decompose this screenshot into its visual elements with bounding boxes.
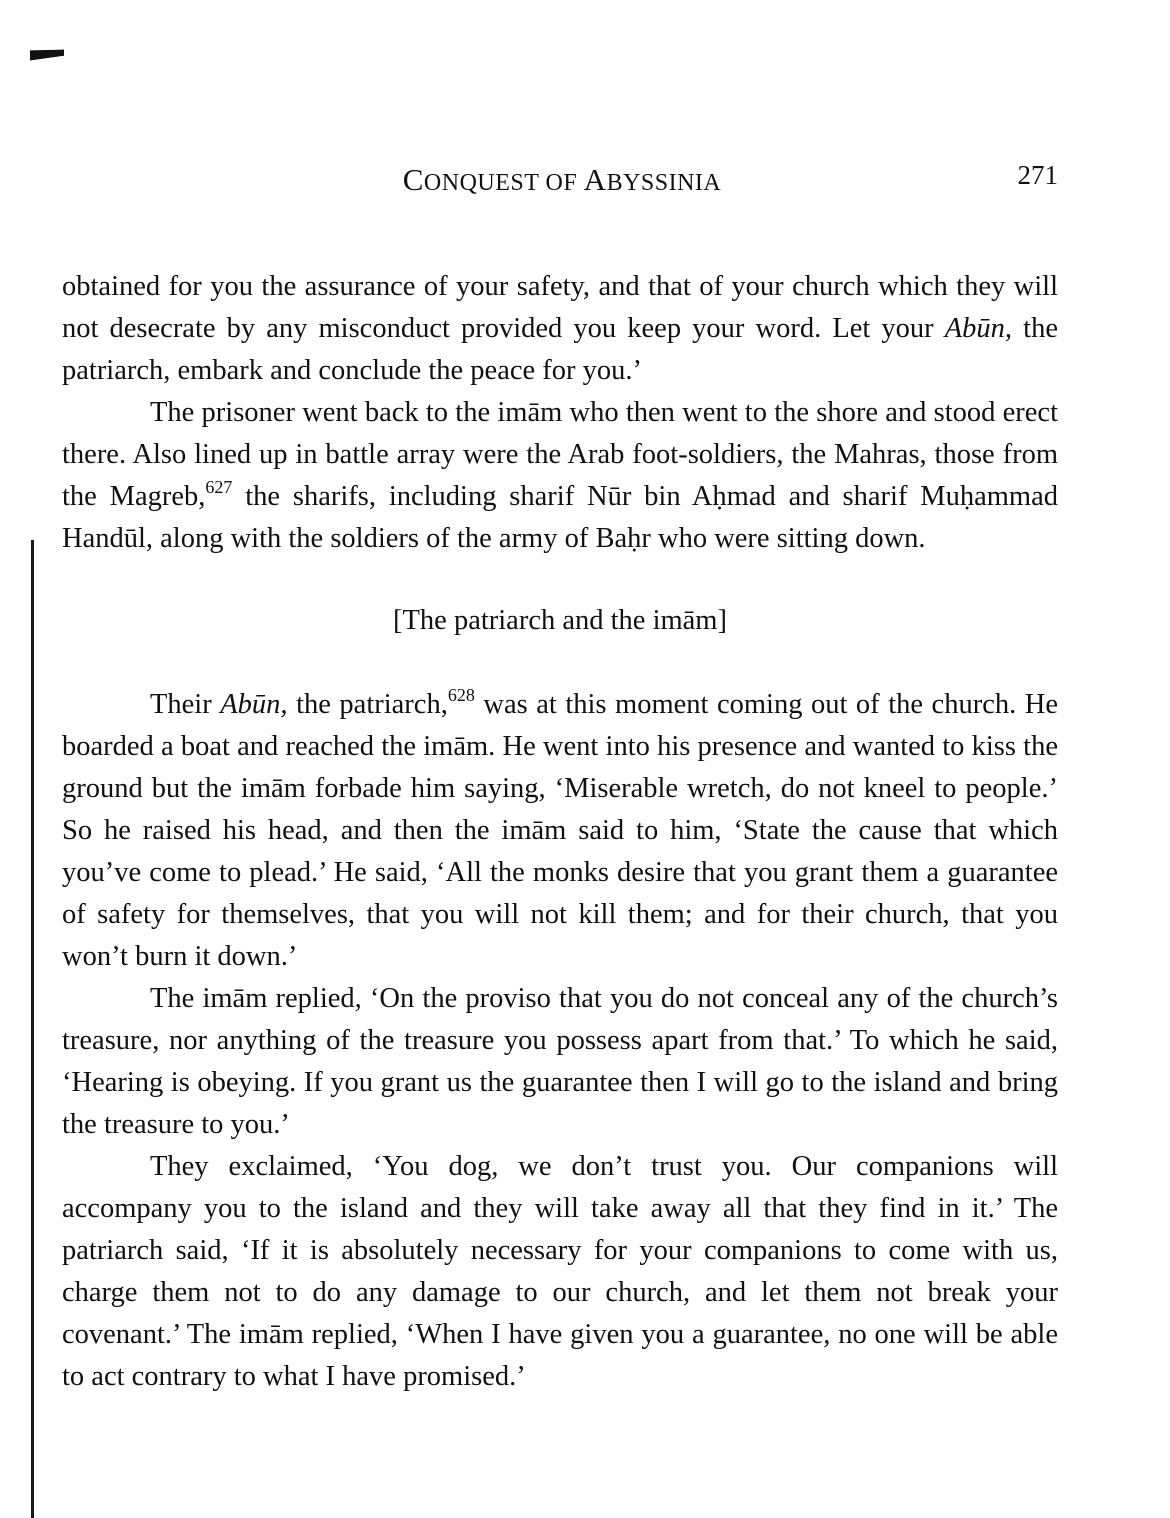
running-head (62, 162, 1062, 198)
paragraph (62, 684, 1058, 978)
paragraph (62, 266, 1058, 392)
page-number: 271 (1017, 160, 1058, 190)
paragraph: The imām replied, ‘On the proviso that you do not conceal any of the church’s treasure, nor anything of the treasure you possess apart from that.’ To which he said, ‘Hearing is obeying. If you grant us the guarantee then I will go to the island and bring the treasure to you.’ (62, 983, 1058, 1140)
paragraph-text: The prisoner went back to the imām who then went to the shore and stood erect there. Also lined up in battle array were the Arab foot-soldiers, the Mahras, those from the Magreb, (62, 397, 1058, 512)
paragraph-text: Their (150, 689, 221, 720)
running-head-initial-2: A (583, 162, 607, 197)
paragraph-text: obtained for you the assurance of your safety, and that of your church which they will not desecrate by any misconduct provided you keep your word. Let your (62, 271, 1058, 344)
section-heading: [The patriarch and the imām] (393, 605, 727, 636)
scan-edge-line (31, 540, 34, 1518)
running-head-initial-1: C (402, 162, 424, 197)
paragraph-text: the patriarch, (287, 689, 448, 720)
running-head-rest-1: ONQUEST OF (423, 170, 584, 196)
scan-corner-mark (30, 46, 64, 61)
paragraph-text: the patriarch, embark and conclude the peace for you.’ (62, 313, 1058, 386)
paragraph-text: was at this moment coming out of the church. He boarded a boat and reached the imām. He went into his presence and wanted to kiss the ground but the imām forbade him saying, ‘Miserable wretch, do not kneel to people.’ So he raised his head, and then the imām said to him, ‘State the cause that which you’ve come to plead.’ He said, ‘All the monks desire that you grant them a guarantee of safety for themselves, that you will not kill them; and for their church, that you won’t burn it down.’ (62, 689, 1058, 972)
paragraph: They exclaimed, ‘You dog, we don’t trust you. Our companions will accompany you to the island and they will take away all that they find in it.’ The patriarch said, ‘If it is absolutely necessary for your companions to come with us, charge them not to do any damage to our church, and let them not break your covenant.’ The imām replied, ‘When I have given you a guarantee, no one will be able to act contrary to what I have promised.’ (62, 1151, 1058, 1392)
footnote-ref: 627 (205, 477, 233, 497)
italic-term: Abūn, (944, 313, 1013, 344)
paragraph-text: the sharifs, including sharif Nūr bin Aḥmad and sharif Muḥammad Handūl, along with the soldiers of the army of Baḥr who were sitting down. (62, 481, 1058, 554)
footnote-ref: 628 (447, 685, 475, 705)
paragraph (62, 392, 1058, 560)
text-block (62, 266, 1058, 1398)
italic-term: Abūn, (220, 689, 288, 720)
running-head-rest-2: BYSSINIA (606, 170, 722, 196)
